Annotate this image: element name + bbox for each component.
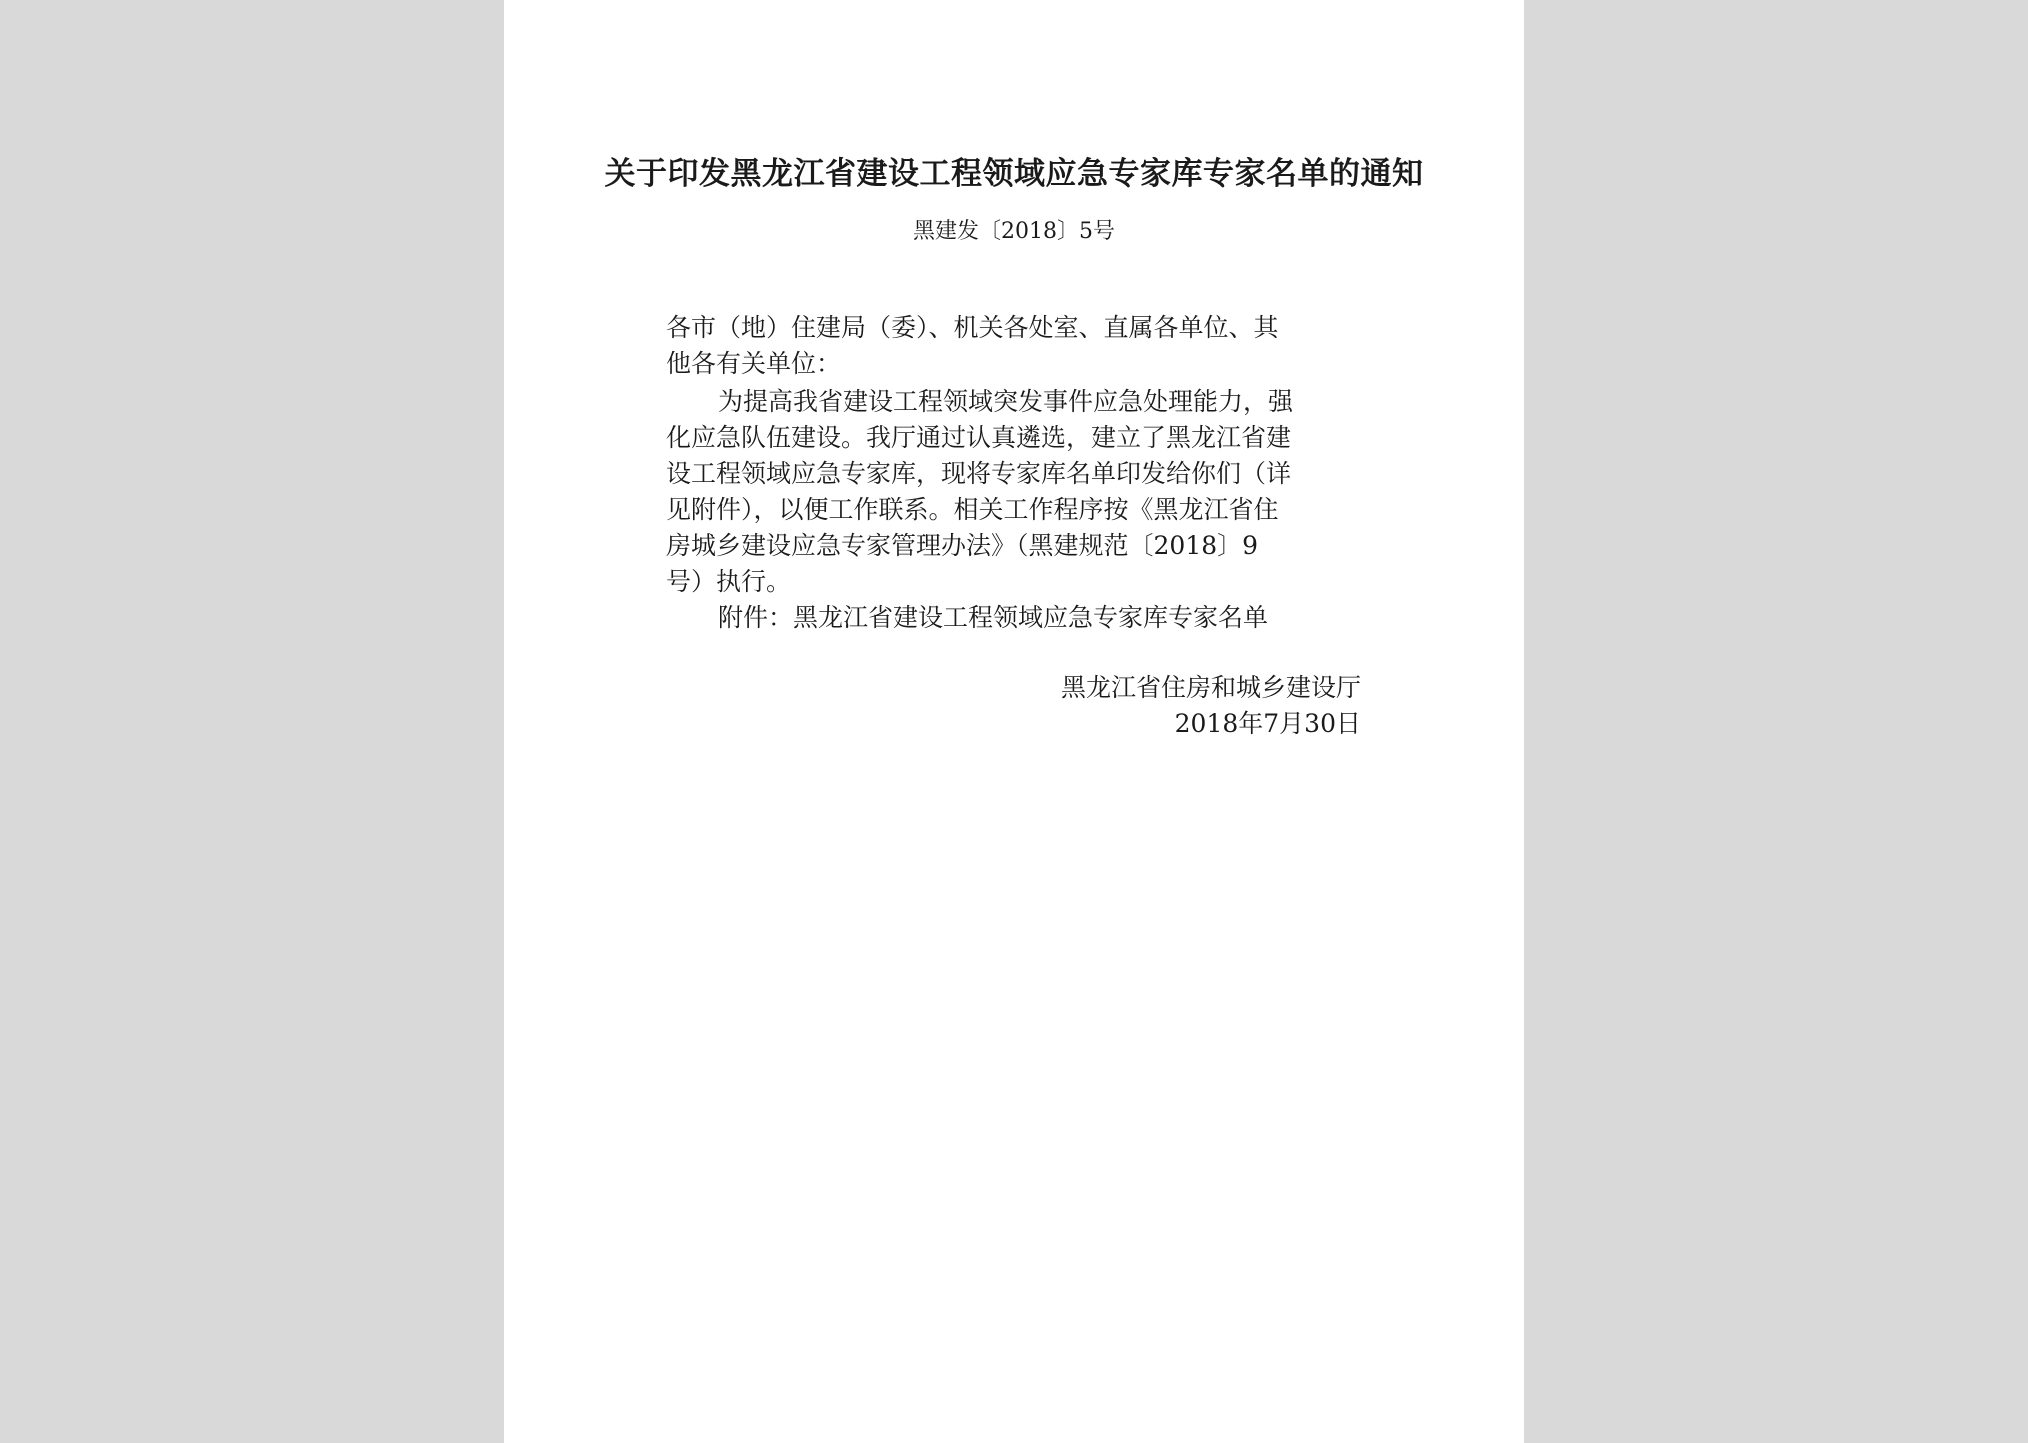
- paragraph-line: 设工程领域应急专家库，现将专家库名单印发给你们（详: [666, 459, 1292, 488]
- issue-date: 2018年7月30日: [1174, 709, 1361, 738]
- body-paragraph: [666, 384, 1366, 600]
- attachment-note: [666, 600, 1366, 636]
- attachment-line: 附件：黑龙江省建设工程领域应急专家库专家名单: [718, 603, 1269, 632]
- paragraph-line: 化应急队伍建设。我厅通过认真遴选，建立了黑龙江省建: [666, 423, 1292, 452]
- paragraph-line: 为提高我省建设工程领域突发事件应急处理能力，强: [718, 387, 1294, 416]
- paragraph-line: 房城乡建设应急专家管理办法》（黑建规范〔2018〕9: [666, 531, 1259, 560]
- recipient-line: 各市（地）住建局（委）、机关各处室、直属各单位、其: [666, 313, 1279, 342]
- document-title: 关于印发黑龙江省建设工程领域应急专家库专家名单的通知: [604, 156, 1424, 192]
- document-number: 黑建发〔2018〕5号: [913, 219, 1115, 244]
- issuer-name: 黑龙江省住房和城乡建设厅: [1060, 673, 1361, 702]
- paragraph-line: 见附件），以便工作联系。相关工作程序按《黑龙江省住: [666, 495, 1279, 524]
- document-page: [504, 0, 1524, 1443]
- recipient-line: 他各有关单位：: [666, 349, 842, 378]
- paragraph-line: 号）执行。: [666, 567, 792, 596]
- recipient-block: [666, 310, 1366, 382]
